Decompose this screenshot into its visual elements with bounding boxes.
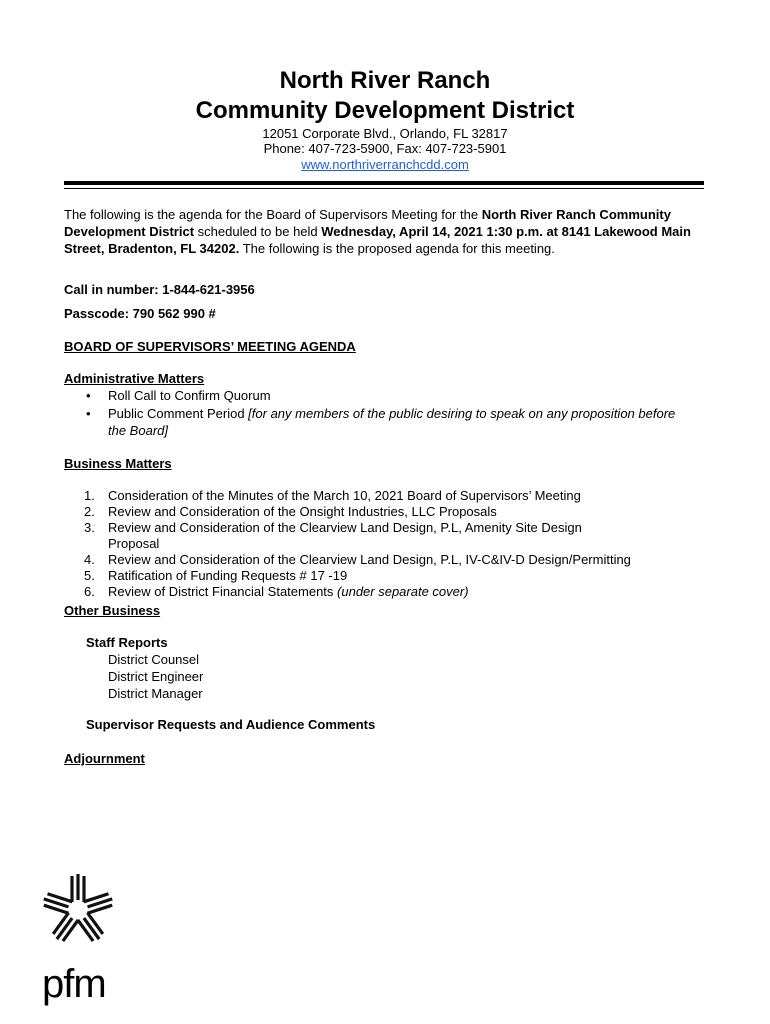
intro-date-location: Wednesday, April 14, 2021 1:30 p.m. at 8141 Lakewood Main Street, Bradenton, FL 34202. [64, 224, 691, 256]
intro-paragraph [64, 206, 712, 257]
staff-item-engineer: District Engineer [108, 669, 204, 684]
business-item-label: Review and Consideration of the Onsight Industries, LLC Proposals [108, 504, 497, 519]
business-item-label: Review and Consideration of the Clearview Land Design, P.L, Amenity Site Design [108, 520, 582, 535]
business-item-number: 5. [84, 568, 95, 583]
pfm-logo-icon [36, 866, 120, 956]
staff-item-counsel: District Counsel [108, 652, 200, 667]
business-item-number: 1. [84, 488, 95, 503]
other-business-heading: Other Business [64, 603, 161, 618]
staff-item-manager: District Manager [108, 686, 203, 701]
business-item-number: 3. [84, 520, 95, 535]
business-item-label: Ratification of Funding Requests # 17 -19 [108, 568, 348, 583]
business-item-number: 4. [84, 552, 95, 567]
administrative-heading: Administrative Matters [64, 371, 205, 386]
district-title-line2: Community Development District [195, 97, 575, 124]
district-title-line1: North River Ranch [279, 67, 491, 94]
business-item-label: Review and Consideration of the Clearview Land Design, P.L, IV-C&IV-D Design/Permitting [108, 552, 631, 567]
agenda-heading: BOARD OF SUPERVISORS’ MEETING AGENDA [64, 339, 356, 354]
admin-item-note-line1: [for any members of the public desiring to speak on any proposition before [248, 406, 676, 421]
adjournment-heading: Adjournment [64, 751, 145, 766]
business-item-number: 6. [84, 584, 95, 599]
admin-item-note-line2: the Board] [108, 423, 168, 438]
header-rule-thick [64, 181, 704, 185]
call-in-number: Call in number: 1-844-621-3956 [64, 282, 255, 297]
bullet-icon: • [86, 388, 91, 403]
intro-district-name: North River Ranch Community Development District [64, 207, 671, 239]
district-website-link[interactable]: www.northriverranchcdd.com [301, 157, 469, 172]
passcode: Passcode: 790 562 990 # [64, 306, 216, 321]
admin-item-label: Public Comment Period [108, 406, 249, 421]
business-heading: Business Matters [64, 456, 172, 471]
staff-reports-heading: Staff Reports [86, 635, 168, 650]
business-item-label: Review of District Financial Statements [108, 584, 338, 599]
district-address: 12051 Corporate Blvd., Orlando, FL 32817 [262, 126, 508, 141]
bullet-icon: • [86, 406, 91, 421]
business-item-note: (under separate cover) [337, 584, 469, 599]
district-phone-fax: Phone: 407-723-5900, Fax: 407-723-5901 [263, 141, 507, 156]
pfm-logo-text: pfm [42, 962, 106, 1006]
business-item-number: 2. [84, 504, 95, 519]
business-item-label-cont: Proposal [108, 536, 160, 551]
intro-text-3: The following is the proposed agenda for this meeting. [239, 241, 555, 256]
intro-text-1: The following is the agenda for the Board of Supervisors Meeting for the [64, 207, 482, 222]
admin-item-label: Roll Call to Confirm Quorum [108, 388, 271, 403]
header-rule-thin [64, 188, 704, 189]
business-item-label: Consideration of the Minutes of the March 10, 2021 Board of Supervisors’ Meeting [108, 488, 581, 503]
intro-text-2: scheduled to be held [194, 224, 322, 239]
supervisor-requests: Supervisor Requests and Audience Comments [86, 717, 376, 732]
